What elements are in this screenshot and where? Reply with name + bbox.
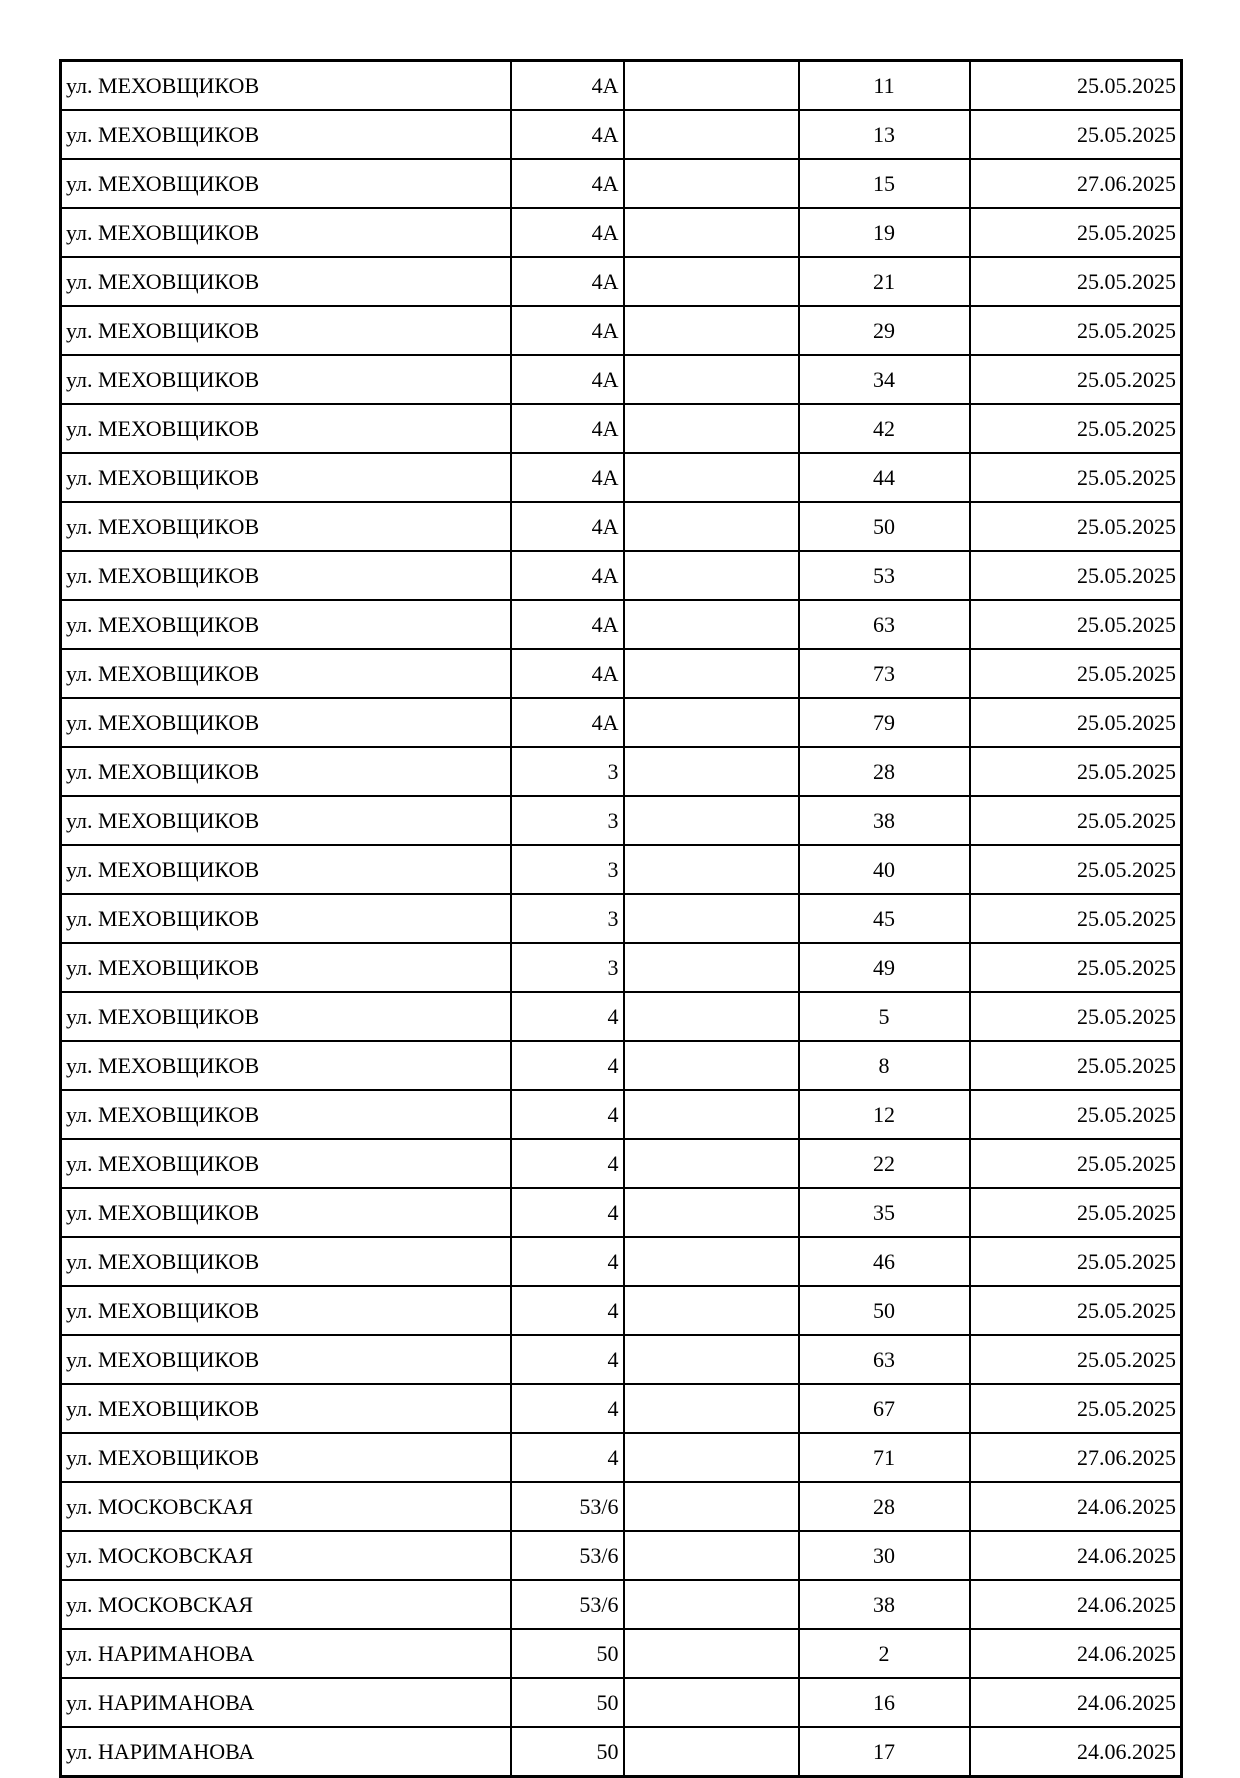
date-cell: 24.06.2025 [970, 1678, 1182, 1727]
apartment-number-cell: 79 [799, 698, 970, 747]
empty-cell [624, 1629, 799, 1678]
table-row [61, 1727, 1182, 1777]
table-row [61, 1041, 1182, 1090]
date-cell: 25.05.2025 [970, 1041, 1182, 1090]
table-row [61, 796, 1182, 845]
date-cell: 25.05.2025 [970, 796, 1182, 845]
apartment-number-cell: 21 [799, 257, 970, 306]
street-cell: ул. МЕХОВЩИКОВ [61, 1433, 511, 1482]
street-cell: ул. НАРИМАНОВА [61, 1629, 511, 1678]
table-row [61, 600, 1182, 649]
apartment-number-cell: 19 [799, 208, 970, 257]
table-row [61, 1678, 1182, 1727]
table-row [61, 992, 1182, 1041]
table-row [61, 453, 1182, 502]
table-row [61, 1629, 1182, 1678]
table-row [61, 502, 1182, 551]
date-cell: 24.06.2025 [970, 1727, 1182, 1777]
apartment-number-cell: 15 [799, 159, 970, 208]
house-number-cell: 4А [511, 61, 624, 111]
street-cell: ул. МЕХОВЩИКОВ [61, 306, 511, 355]
apartment-number-cell: 30 [799, 1531, 970, 1580]
street-cell: ул. МЕХОВЩИКОВ [61, 355, 511, 404]
apartment-number-cell: 11 [799, 61, 970, 111]
date-cell: 25.05.2025 [970, 355, 1182, 404]
table-row [61, 1188, 1182, 1237]
house-number-cell: 3 [511, 845, 624, 894]
date-cell: 24.06.2025 [970, 1531, 1182, 1580]
date-cell: 24.06.2025 [970, 1629, 1182, 1678]
apartment-number-cell: 46 [799, 1237, 970, 1286]
apartment-number-cell: 42 [799, 404, 970, 453]
date-cell: 25.05.2025 [970, 943, 1182, 992]
street-cell: ул. НАРИМАНОВА [61, 1678, 511, 1727]
empty-cell [624, 1188, 799, 1237]
street-cell: ул. МЕХОВЩИКОВ [61, 1237, 511, 1286]
apartment-number-cell: 53 [799, 551, 970, 600]
house-number-cell: 3 [511, 894, 624, 943]
street-cell: ул. МЕХОВЩИКОВ [61, 600, 511, 649]
apartment-number-cell: 28 [799, 1482, 970, 1531]
house-number-cell: 4А [511, 698, 624, 747]
empty-cell [624, 943, 799, 992]
date-cell: 25.05.2025 [970, 600, 1182, 649]
apartment-number-cell: 2 [799, 1629, 970, 1678]
table-row [61, 1090, 1182, 1139]
table-row [61, 943, 1182, 992]
apartment-number-cell: 67 [799, 1384, 970, 1433]
date-cell: 25.05.2025 [970, 208, 1182, 257]
table-row [61, 306, 1182, 355]
street-cell: ул. МЕХОВЩИКОВ [61, 1384, 511, 1433]
empty-cell [624, 1237, 799, 1286]
empty-cell [624, 600, 799, 649]
empty-cell [624, 1531, 799, 1580]
empty-cell [624, 355, 799, 404]
table-row [61, 747, 1182, 796]
empty-cell [624, 1090, 799, 1139]
apartment-number-cell: 44 [799, 453, 970, 502]
date-cell: 25.05.2025 [970, 453, 1182, 502]
empty-cell [624, 1384, 799, 1433]
empty-cell [624, 747, 799, 796]
apartment-number-cell: 8 [799, 1041, 970, 1090]
empty-cell [624, 159, 799, 208]
empty-cell [624, 453, 799, 502]
empty-cell [624, 1580, 799, 1629]
apartment-number-cell: 5 [799, 992, 970, 1041]
apartment-number-cell: 28 [799, 747, 970, 796]
street-cell: ул. МЕХОВЩИКОВ [61, 502, 511, 551]
apartment-number-cell: 50 [799, 1286, 970, 1335]
house-number-cell: 4 [511, 1335, 624, 1384]
street-cell: ул. МЕХОВЩИКОВ [61, 1090, 511, 1139]
empty-cell [624, 1139, 799, 1188]
street-cell: ул. МЕХОВЩИКОВ [61, 1041, 511, 1090]
house-number-cell: 4А [511, 208, 624, 257]
empty-cell [624, 796, 799, 845]
apartment-number-cell: 35 [799, 1188, 970, 1237]
street-cell: ул. МЕХОВЩИКОВ [61, 404, 511, 453]
apartment-number-cell: 29 [799, 306, 970, 355]
date-cell: 27.06.2025 [970, 159, 1182, 208]
date-cell: 25.05.2025 [970, 551, 1182, 600]
table-row [61, 355, 1182, 404]
apartment-number-cell: 50 [799, 502, 970, 551]
empty-cell [624, 1727, 799, 1777]
empty-cell [624, 1286, 799, 1335]
date-cell: 25.05.2025 [970, 1139, 1182, 1188]
apartment-number-cell: 17 [799, 1727, 970, 1777]
house-number-cell: 4 [511, 992, 624, 1041]
table-row [61, 1433, 1182, 1482]
house-number-cell: 3 [511, 747, 624, 796]
table-row [61, 1139, 1182, 1188]
house-number-cell: 4А [511, 257, 624, 306]
house-number-cell: 53/6 [511, 1531, 624, 1580]
empty-cell [624, 404, 799, 453]
table-row [61, 1482, 1182, 1531]
table-row [61, 110, 1182, 159]
date-cell: 25.05.2025 [970, 698, 1182, 747]
street-cell: ул. МОСКОВСКАЯ [61, 1580, 511, 1629]
street-cell: ул. МЕХОВЩИКОВ [61, 1286, 511, 1335]
apartment-number-cell: 40 [799, 845, 970, 894]
date-cell: 25.05.2025 [970, 404, 1182, 453]
table-row [61, 1286, 1182, 1335]
empty-cell [624, 845, 799, 894]
date-cell: 25.05.2025 [970, 747, 1182, 796]
apartment-number-cell: 71 [799, 1433, 970, 1482]
street-cell: ул. МЕХОВЩИКОВ [61, 649, 511, 698]
apartment-number-cell: 73 [799, 649, 970, 698]
apartment-number-cell: 63 [799, 1335, 970, 1384]
street-cell: ул. МЕХОВЩИКОВ [61, 1335, 511, 1384]
apartment-number-cell: 49 [799, 943, 970, 992]
date-cell: 25.05.2025 [970, 649, 1182, 698]
house-number-cell: 4А [511, 355, 624, 404]
empty-cell [624, 502, 799, 551]
date-cell: 25.05.2025 [970, 1090, 1182, 1139]
house-number-cell: 3 [511, 943, 624, 992]
apartment-number-cell: 22 [799, 1139, 970, 1188]
empty-cell [624, 110, 799, 159]
date-cell: 25.05.2025 [970, 894, 1182, 943]
table-row [61, 257, 1182, 306]
empty-cell [624, 306, 799, 355]
table-row [61, 551, 1182, 600]
table-row [61, 698, 1182, 747]
empty-cell [624, 1678, 799, 1727]
empty-cell [624, 992, 799, 1041]
house-number-cell: 4 [511, 1384, 624, 1433]
table-row [61, 1237, 1182, 1286]
street-cell: ул. НАРИМАНОВА [61, 1727, 511, 1777]
empty-cell [624, 61, 799, 111]
empty-cell [624, 1433, 799, 1482]
house-number-cell: 4А [511, 551, 624, 600]
street-cell: ул. МЕХОВЩИКОВ [61, 796, 511, 845]
street-cell: ул. МЕХОВЩИКОВ [61, 551, 511, 600]
house-number-cell: 4А [511, 600, 624, 649]
street-cell: ул. МЕХОВЩИКОВ [61, 1139, 511, 1188]
date-cell: 25.05.2025 [970, 1286, 1182, 1335]
apartment-number-cell: 38 [799, 1580, 970, 1629]
address-table [59, 59, 1183, 1778]
house-number-cell: 4А [511, 453, 624, 502]
empty-cell [624, 551, 799, 600]
street-cell: ул. МЕХОВЩИКОВ [61, 845, 511, 894]
house-number-cell: 4 [511, 1041, 624, 1090]
empty-cell [624, 698, 799, 747]
empty-cell [624, 649, 799, 698]
date-cell: 25.05.2025 [970, 306, 1182, 355]
date-cell: 24.06.2025 [970, 1580, 1182, 1629]
date-cell: 25.05.2025 [970, 61, 1182, 111]
empty-cell [624, 894, 799, 943]
house-number-cell: 4А [511, 110, 624, 159]
table-row [61, 894, 1182, 943]
date-cell: 25.05.2025 [970, 502, 1182, 551]
street-cell: ул. МОСКОВСКАЯ [61, 1482, 511, 1531]
table-row [61, 1384, 1182, 1433]
table-row [61, 845, 1182, 894]
house-number-cell: 4А [511, 649, 624, 698]
apartment-number-cell: 63 [799, 600, 970, 649]
apartment-number-cell: 16 [799, 1678, 970, 1727]
street-cell: ул. МЕХОВЩИКОВ [61, 1188, 511, 1237]
house-number-cell: 4 [511, 1237, 624, 1286]
street-cell: ул. МОСКОВСКАЯ [61, 1531, 511, 1580]
table-row [61, 404, 1182, 453]
street-cell: ул. МЕХОВЩИКОВ [61, 159, 511, 208]
table-row [61, 159, 1182, 208]
house-number-cell: 4 [511, 1090, 624, 1139]
house-number-cell: 4 [511, 1433, 624, 1482]
street-cell: ул. МЕХОВЩИКОВ [61, 110, 511, 159]
empty-cell [624, 1335, 799, 1384]
apartment-number-cell: 34 [799, 355, 970, 404]
apartment-number-cell: 38 [799, 796, 970, 845]
table-row [61, 1531, 1182, 1580]
table-row [61, 208, 1182, 257]
street-cell: ул. МЕХОВЩИКОВ [61, 992, 511, 1041]
house-number-cell: 50 [511, 1629, 624, 1678]
house-number-cell: 4А [511, 502, 624, 551]
date-cell: 25.05.2025 [970, 1384, 1182, 1433]
date-cell: 25.05.2025 [970, 845, 1182, 894]
house-number-cell: 50 [511, 1678, 624, 1727]
street-cell: ул. МЕХОВЩИКОВ [61, 61, 511, 111]
house-number-cell: 4 [511, 1286, 624, 1335]
street-cell: ул. МЕХОВЩИКОВ [61, 698, 511, 747]
empty-cell [624, 1482, 799, 1531]
apartment-number-cell: 12 [799, 1090, 970, 1139]
house-number-cell: 4 [511, 1139, 624, 1188]
street-cell: ул. МЕХОВЩИКОВ [61, 257, 511, 306]
street-cell: ул. МЕХОВЩИКОВ [61, 943, 511, 992]
apartment-number-cell: 45 [799, 894, 970, 943]
address-table-body [61, 61, 1182, 1777]
house-number-cell: 50 [511, 1727, 624, 1777]
date-cell: 27.06.2025 [970, 1433, 1182, 1482]
date-cell: 25.05.2025 [970, 110, 1182, 159]
house-number-cell: 53/6 [511, 1580, 624, 1629]
house-number-cell: 4А [511, 306, 624, 355]
table-row [61, 1580, 1182, 1629]
house-number-cell: 4А [511, 404, 624, 453]
date-cell: 25.05.2025 [970, 257, 1182, 306]
street-cell: ул. МЕХОВЩИКОВ [61, 747, 511, 796]
table-row [61, 61, 1182, 111]
house-number-cell: 4А [511, 159, 624, 208]
table-row [61, 649, 1182, 698]
date-cell: 24.06.2025 [970, 1482, 1182, 1531]
house-number-cell: 3 [511, 796, 624, 845]
street-cell: ул. МЕХОВЩИКОВ [61, 894, 511, 943]
date-cell: 25.05.2025 [970, 992, 1182, 1041]
date-cell: 25.05.2025 [970, 1237, 1182, 1286]
house-number-cell: 4 [511, 1188, 624, 1237]
empty-cell [624, 1041, 799, 1090]
house-number-cell: 53/6 [511, 1482, 624, 1531]
street-cell: ул. МЕХОВЩИКОВ [61, 453, 511, 502]
empty-cell [624, 208, 799, 257]
date-cell: 25.05.2025 [970, 1335, 1182, 1384]
empty-cell [624, 257, 799, 306]
street-cell: ул. МЕХОВЩИКОВ [61, 208, 511, 257]
apartment-number-cell: 13 [799, 110, 970, 159]
table-row [61, 1335, 1182, 1384]
date-cell: 25.05.2025 [970, 1188, 1182, 1237]
